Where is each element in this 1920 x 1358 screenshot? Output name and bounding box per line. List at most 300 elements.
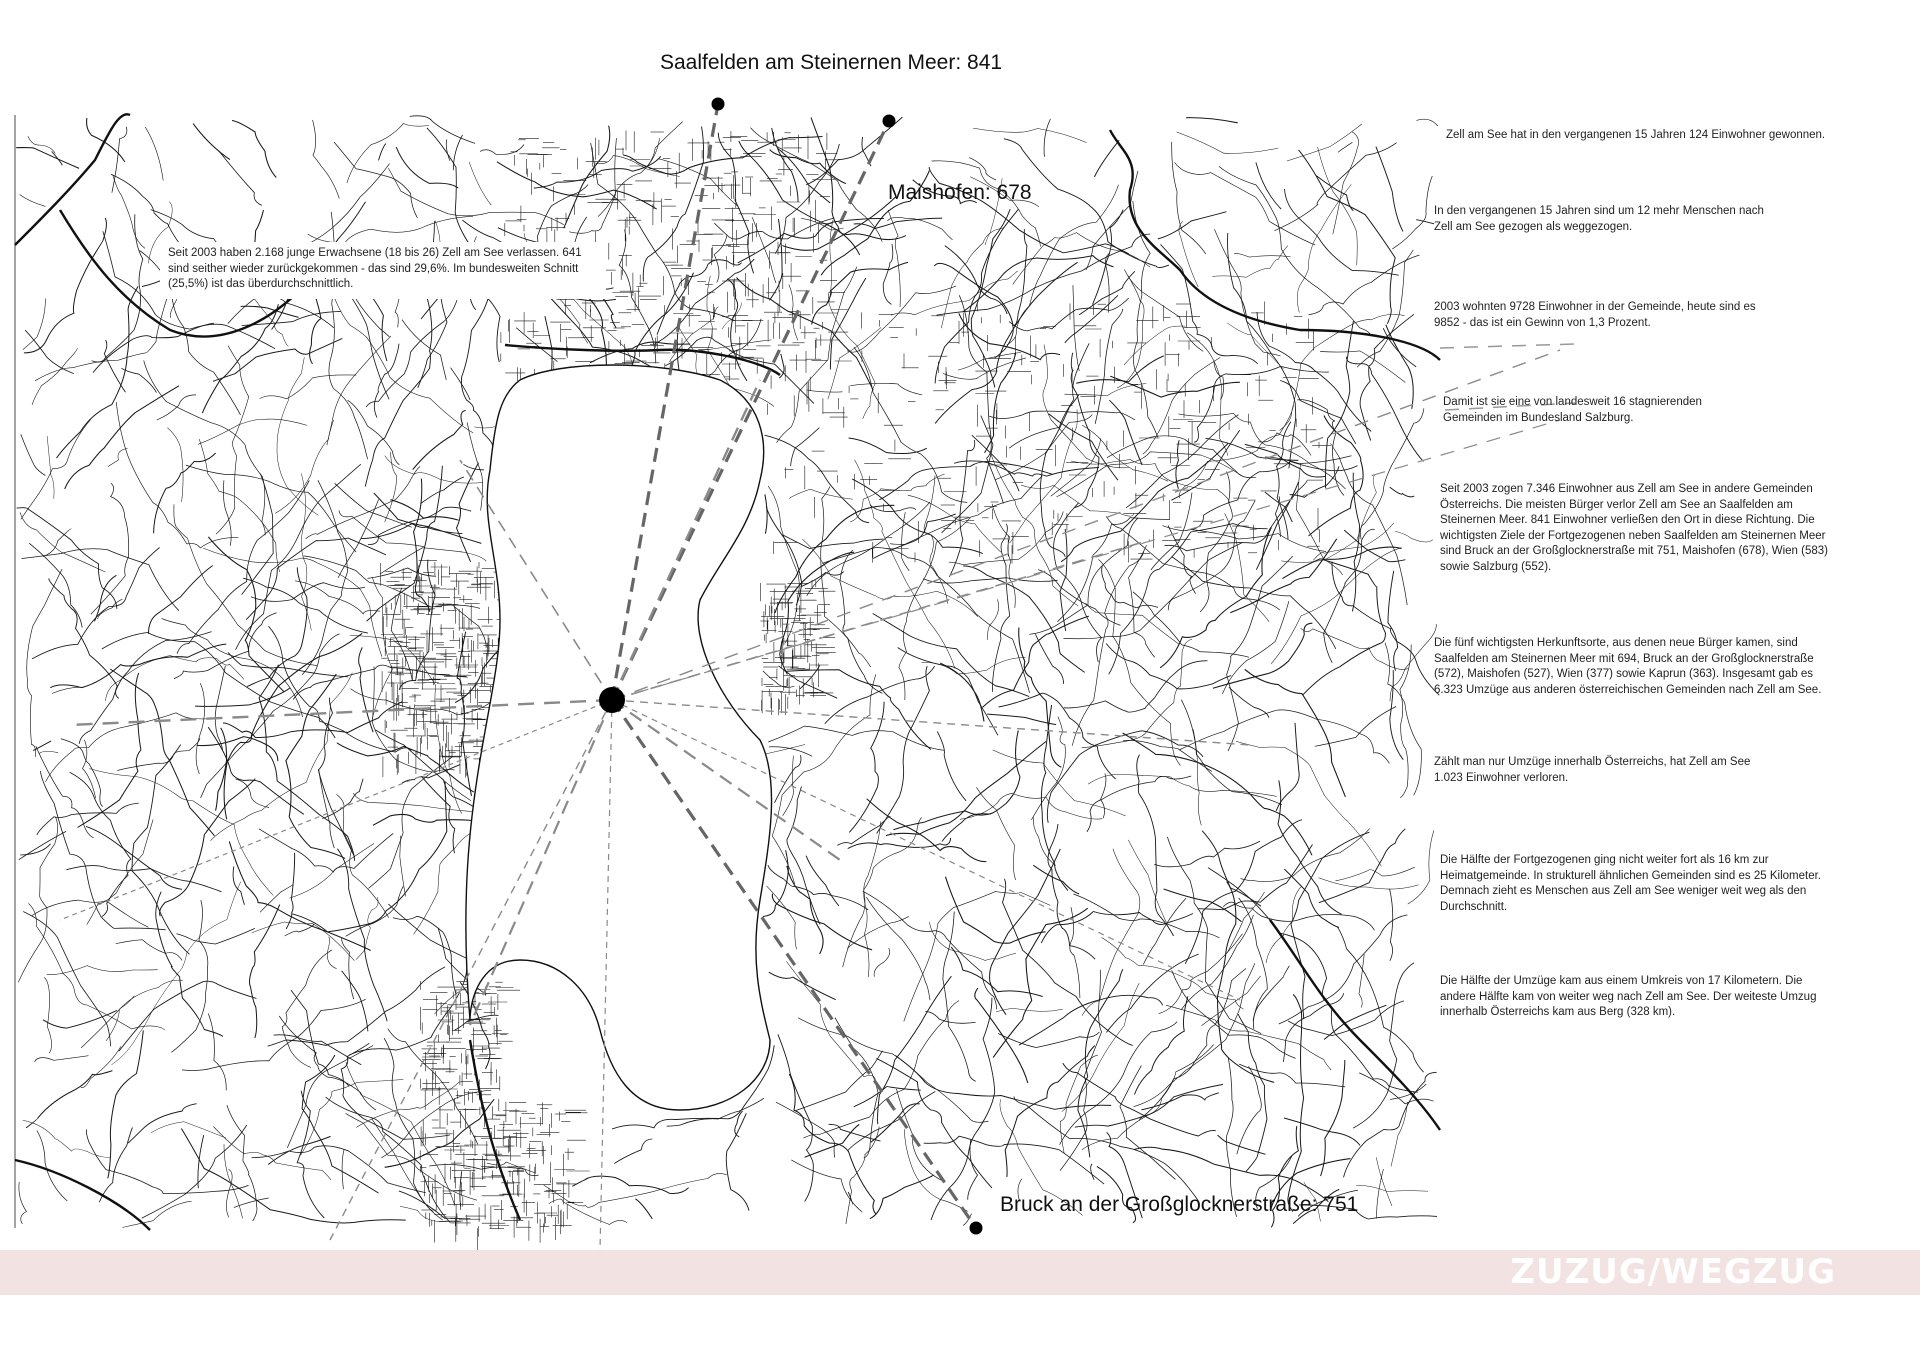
road-line [474, 427, 495, 428]
road-line [347, 124, 429, 184]
destination-label-saalfelden: Saalfelden am Steinernen Meer: 841 [660, 51, 1003, 74]
road-line [1019, 995, 1163, 1045]
road-line [1417, 119, 1438, 126]
road-line [1044, 119, 1050, 157]
road-line [319, 769, 335, 848]
road-line [1102, 566, 1158, 608]
road-line [564, 126, 610, 229]
road-line [883, 244, 893, 304]
road-line [446, 140, 450, 161]
road-line [830, 278, 865, 369]
destination-label-bruck: Bruck an der Großglocknerstraße: 751 [1000, 1193, 1359, 1216]
road-line [359, 647, 373, 732]
road-line [303, 556, 480, 609]
road-line [848, 1192, 852, 1205]
road-line [23, 1120, 111, 1158]
road-line [451, 368, 471, 400]
road-line [765, 435, 870, 523]
road-line [259, 829, 393, 872]
road-line [850, 383, 922, 394]
road-line [1337, 926, 1423, 1072]
road-line [1175, 162, 1316, 245]
road-line [269, 626, 412, 752]
road-line [1073, 285, 1079, 371]
road-line [1048, 824, 1095, 959]
road-line [863, 891, 997, 1009]
road-line [236, 464, 361, 650]
road-line [29, 543, 82, 627]
road-line [1072, 551, 1144, 746]
road-line [23, 299, 46, 350]
road-line [897, 1089, 943, 1181]
road-line [388, 168, 563, 225]
road-line [306, 467, 420, 539]
road-line [413, 410, 466, 469]
road-line [368, 568, 437, 578]
note-emigration: Seit 2003 zogen 7.346 Einwohner aus Zell am See in andere Gemeinden Österreichs. Die meisten Bürger verlor Zell am See an Saalfelden am Steinernen Meer. 841 Einwohner verließen den Ort in diese Richtung. Die wichtigsten Ziele der Fortgezogenen neben Saalfelden am Steinernen Meer sind Bruck an der Großglocknerstraße mit 751, Maishofen (678), Wien (583) sowie Salzburg (552). [1440, 483, 1828, 573]
road-line [202, 304, 278, 413]
road-line [463, 464, 484, 470]
road-line [1192, 462, 1357, 530]
road-line [1390, 1084, 1426, 1100]
road-line [821, 487, 871, 667]
road-line [157, 395, 196, 420]
road-line [369, 756, 453, 888]
road-line [765, 494, 767, 533]
road-line [1344, 530, 1405, 562]
migration-ray [612, 350, 1560, 700]
road-line [32, 900, 149, 927]
road-line [1193, 729, 1201, 825]
road-line [1187, 333, 1228, 456]
road-line [1158, 212, 1227, 239]
road-line [28, 136, 55, 153]
road-line [942, 416, 993, 533]
road-line [224, 1144, 243, 1218]
road-line [1177, 132, 1279, 153]
road-line [1284, 1118, 1360, 1146]
road-line [361, 524, 462, 539]
road-line [1208, 868, 1327, 1001]
road-line [23, 912, 111, 1047]
road-line [19, 831, 66, 859]
road-line [782, 197, 896, 251]
road-line [1106, 954, 1198, 1032]
road-line [1332, 562, 1439, 696]
road-line [1335, 867, 1414, 881]
road-line [572, 1176, 688, 1193]
road-line [27, 569, 62, 757]
road-line [1313, 523, 1394, 560]
road-line [26, 1071, 112, 1128]
road-line [1376, 1157, 1392, 1206]
road-line [959, 313, 1060, 359]
road-line [293, 665, 467, 699]
road-line [1344, 1072, 1437, 1177]
road-line [937, 234, 1151, 315]
road-line [1227, 556, 1293, 751]
road-line [946, 877, 1046, 943]
road-line [1360, 408, 1424, 539]
road-line [899, 518, 970, 700]
road-line [1288, 1001, 1404, 1036]
road-line [467, 422, 483, 510]
road-line [887, 217, 952, 239]
road-line [384, 1038, 434, 1213]
road-line [1346, 357, 1423, 462]
road-line [86, 826, 182, 889]
road-line [874, 948, 890, 977]
road-line [334, 142, 417, 218]
road-line [1202, 831, 1261, 907]
road-line [177, 928, 255, 944]
road-line [847, 286, 956, 352]
road-line [1321, 1060, 1345, 1176]
road-line [1120, 1066, 1176, 1180]
road-line [898, 648, 998, 736]
road-line [196, 683, 205, 774]
road-line [1390, 889, 1393, 961]
road-line [1062, 983, 1139, 1112]
road-line [20, 512, 105, 572]
road-line [1278, 780, 1342, 914]
note-distance-leavers: Die Hälfte der Fortgezogenen ging nicht weiter fort als 16 km zur Heimatgemeinde. In strukturell ähnlichen Gemeinden sind es 25 Kilometer. Demnach zieht es Menschen aus Zell am See weniger weit weg als den Durchschnitt. [1440, 854, 1821, 913]
road-line [943, 912, 976, 1082]
road-line [385, 456, 483, 484]
road-line [1222, 601, 1289, 694]
road-line [1230, 539, 1336, 613]
road-line [1275, 143, 1397, 231]
road-line [1075, 1084, 1223, 1127]
road-line [1279, 915, 1408, 1024]
road-line [835, 1018, 878, 1158]
road-line [24, 218, 107, 353]
road-line [93, 323, 214, 372]
road-line [848, 838, 951, 849]
road-line [1181, 700, 1282, 805]
road-line [1356, 1185, 1428, 1191]
road-line [35, 1056, 89, 1062]
road-line [1005, 1046, 1094, 1177]
road-line [121, 368, 156, 392]
road-line [987, 714, 1056, 725]
road-line [829, 1124, 881, 1141]
road-line [772, 894, 872, 950]
road-line [866, 897, 930, 1000]
road-line [346, 887, 404, 937]
road-line [990, 849, 1061, 1015]
road-line [752, 217, 776, 283]
road-line [234, 1198, 269, 1208]
road-line [1101, 774, 1106, 819]
road-line [1238, 1014, 1267, 1172]
road-line [768, 726, 944, 750]
road-line [1408, 830, 1434, 904]
road-line [904, 1129, 967, 1211]
road-line [110, 669, 214, 836]
road-line [1128, 840, 1167, 924]
road-line [864, 821, 881, 977]
road-line [181, 1129, 405, 1223]
road-line [1258, 433, 1311, 456]
road-line [215, 666, 225, 750]
note-distance-arrivals: Die Hälfte der Umzüge kam aus einem Umkreis von 17 Kilometern. Die andere Hälfte kam von weiter weg nach Zell am See. Der weiteste Umzug innerhalb Österreichs kam aus Berg (328 km). [1440, 975, 1817, 1018]
road-line [198, 419, 307, 444]
road-line [79, 632, 211, 744]
road-line [228, 652, 348, 676]
road-line [1014, 1097, 1198, 1201]
road-line [144, 361, 266, 536]
road-line [780, 552, 854, 674]
road-line [1395, 531, 1433, 542]
road-line [807, 390, 843, 392]
road-line [655, 259, 755, 344]
road-line [1214, 361, 1224, 399]
road-line [1383, 328, 1416, 367]
road-line [1385, 643, 1421, 796]
road-line [40, 771, 165, 930]
road-line [33, 741, 51, 751]
road-line [199, 439, 279, 572]
road-line [44, 977, 51, 1053]
road-line [1376, 147, 1403, 232]
road-line [390, 500, 458, 520]
road-line [1082, 849, 1140, 1016]
road-line [117, 738, 200, 770]
road-line [1219, 166, 1370, 333]
road-line [1253, 966, 1289, 1029]
road-line [787, 866, 823, 954]
road-line [1200, 472, 1232, 612]
road-line [870, 1175, 934, 1219]
road-line [657, 260, 742, 335]
road-line [112, 127, 127, 193]
road-line [1391, 1102, 1408, 1166]
road-line [1330, 443, 1407, 605]
note-net-migration: In den vergangenen 15 Jahren sind um 12 mehr Menschen nach Zell am See gezogen als weggezogen. [1434, 205, 1764, 233]
road-line [1276, 723, 1299, 811]
road-line [226, 1169, 232, 1217]
migration-ray [1440, 344, 1575, 348]
road-line [16, 148, 79, 169]
road-line [326, 1097, 451, 1223]
road-line [373, 814, 473, 825]
road-line [396, 147, 458, 188]
road-line [372, 577, 392, 719]
road-line [1287, 124, 1362, 161]
road-line [455, 1015, 499, 1030]
road-line [995, 229, 1027, 358]
road-line [480, 145, 524, 155]
road-line [391, 588, 412, 681]
road-line [422, 776, 455, 853]
road-line [1133, 592, 1249, 657]
road-line [252, 922, 355, 961]
road-line [337, 794, 389, 918]
road-line [341, 1043, 450, 1139]
road-line [886, 742, 1046, 836]
road-line [647, 138, 660, 166]
road-line [996, 1008, 1063, 1011]
road-line [379, 144, 386, 161]
road-line [374, 493, 482, 543]
road-line [989, 411, 1135, 420]
road-line [926, 1012, 976, 1024]
road-line [795, 1051, 882, 1111]
road-line [1036, 634, 1064, 684]
road-line [435, 987, 468, 1014]
road-line [410, 116, 475, 144]
road-line [1168, 501, 1255, 611]
road-line [104, 340, 125, 392]
road-line [908, 495, 1001, 552]
road-line [1377, 1169, 1384, 1218]
road-line [461, 297, 492, 446]
road-line [1009, 298, 1129, 331]
road-line [119, 981, 257, 1051]
road-line [346, 1113, 477, 1200]
road-line [365, 298, 432, 487]
road-line [1106, 644, 1231, 689]
road-line [988, 599, 999, 640]
road-line [924, 1136, 1104, 1184]
road-line [1135, 996, 1188, 1094]
road-line [322, 779, 363, 819]
road-line [49, 578, 119, 698]
road-line [791, 1160, 862, 1212]
destination-label-maishofen: Maishofen: 678 [888, 181, 1032, 204]
road-line [893, 730, 1020, 829]
road-line [227, 1105, 257, 1221]
road-line [19, 1182, 27, 1224]
road-line [98, 599, 123, 619]
road-line [50, 644, 226, 688]
road-line [775, 144, 839, 254]
road-line [342, 971, 368, 1032]
road-line [1143, 898, 1186, 964]
road-line [1061, 444, 1228, 562]
road-line [1400, 645, 1411, 798]
road-line [132, 745, 189, 955]
endpoint-maishofen [883, 115, 896, 128]
road-line [1360, 314, 1414, 440]
road-line [43, 1010, 117, 1028]
road-line [937, 731, 966, 800]
road-line [1172, 142, 1206, 254]
road-line [922, 657, 1026, 674]
road-line [83, 740, 96, 799]
road-line [151, 1122, 226, 1138]
road-line [1266, 886, 1302, 963]
road-line [1060, 1022, 1178, 1145]
road-line [761, 745, 805, 756]
road-line [768, 486, 799, 643]
road-line [768, 865, 868, 910]
road-line [193, 124, 230, 160]
road-line [1303, 560, 1386, 696]
road-line [167, 428, 183, 502]
road-line [342, 1149, 344, 1189]
road-line [983, 616, 1089, 707]
road-line [1392, 176, 1432, 249]
road-line [279, 1016, 376, 1110]
road-line [973, 128, 1086, 142]
road-line [849, 702, 884, 833]
road-line [1057, 452, 1242, 497]
road-line [36, 746, 94, 838]
road-line [37, 803, 139, 835]
road-line [420, 477, 464, 504]
note-austria-only: Zählt man nur Umzüge innerhalb Österreichs, hat Zell am See 1.023 Einwohner verloren. [1434, 756, 1751, 784]
road-line [1159, 934, 1243, 1014]
road-line [457, 463, 479, 562]
lake-zeller-see [466, 365, 772, 1110]
road-line [156, 892, 223, 1037]
road-line [1390, 487, 1415, 497]
road-line [569, 138, 616, 233]
road-line [61, 739, 103, 807]
road-line [18, 817, 57, 982]
road-line [65, 386, 179, 489]
road-line [890, 476, 1042, 544]
road-line [1051, 438, 1101, 496]
road-line [286, 674, 345, 859]
road-line [807, 502, 930, 596]
road-line [1229, 687, 1269, 718]
endpoint-bruck [970, 1222, 983, 1235]
road-line [1245, 669, 1346, 797]
road-line [787, 787, 820, 925]
note-population-gain: Zell am See hat in den vergangenen 15 Jahren 124 Einwohner gewonnen. [1446, 129, 1826, 141]
road-line [995, 415, 1092, 480]
road-line [1107, 436, 1256, 478]
road-line [811, 118, 906, 240]
road-line [843, 818, 922, 968]
road-line [171, 900, 207, 1052]
road-line [806, 856, 839, 906]
road-line [958, 352, 1021, 370]
road-line [714, 235, 727, 283]
road-line [232, 121, 276, 178]
road-line [1416, 220, 1434, 224]
note-origins: Die fünf wichtigsten Herkunftsorte, aus denen neue Bürger kamen, sind Saalfelden am Steinernen Meer mit 694, Bruck an der Großglocknerstraße (572), Maishofen (527), Wien (377) sowie Kaprun (363). Insgesamt gab es 6.323 Umzüge aus anderen österreichischen Gemeinden nach Zell am See. [1434, 637, 1822, 696]
road-line [1179, 221, 1198, 287]
road-line [20, 195, 46, 207]
road-line [302, 1055, 379, 1193]
road-line [251, 583, 365, 602]
road-line [812, 262, 908, 324]
road-line [99, 1128, 132, 1203]
road-line [614, 1139, 652, 1164]
road-line [342, 938, 354, 1000]
road-line [148, 566, 212, 634]
road-line [1126, 415, 1239, 508]
road-line [825, 666, 935, 724]
road-line [208, 1014, 226, 1091]
road-line [992, 524, 1009, 692]
road-line [52, 151, 63, 165]
road-line [767, 886, 797, 949]
road-line [1095, 309, 1122, 424]
road-line [1357, 250, 1413, 367]
road-line [1043, 345, 1129, 468]
road-line [113, 175, 145, 249]
road-line [934, 263, 1013, 325]
road-line [275, 420, 333, 513]
road-line [497, 162, 657, 209]
road-line [327, 937, 336, 969]
road-line [727, 279, 747, 381]
